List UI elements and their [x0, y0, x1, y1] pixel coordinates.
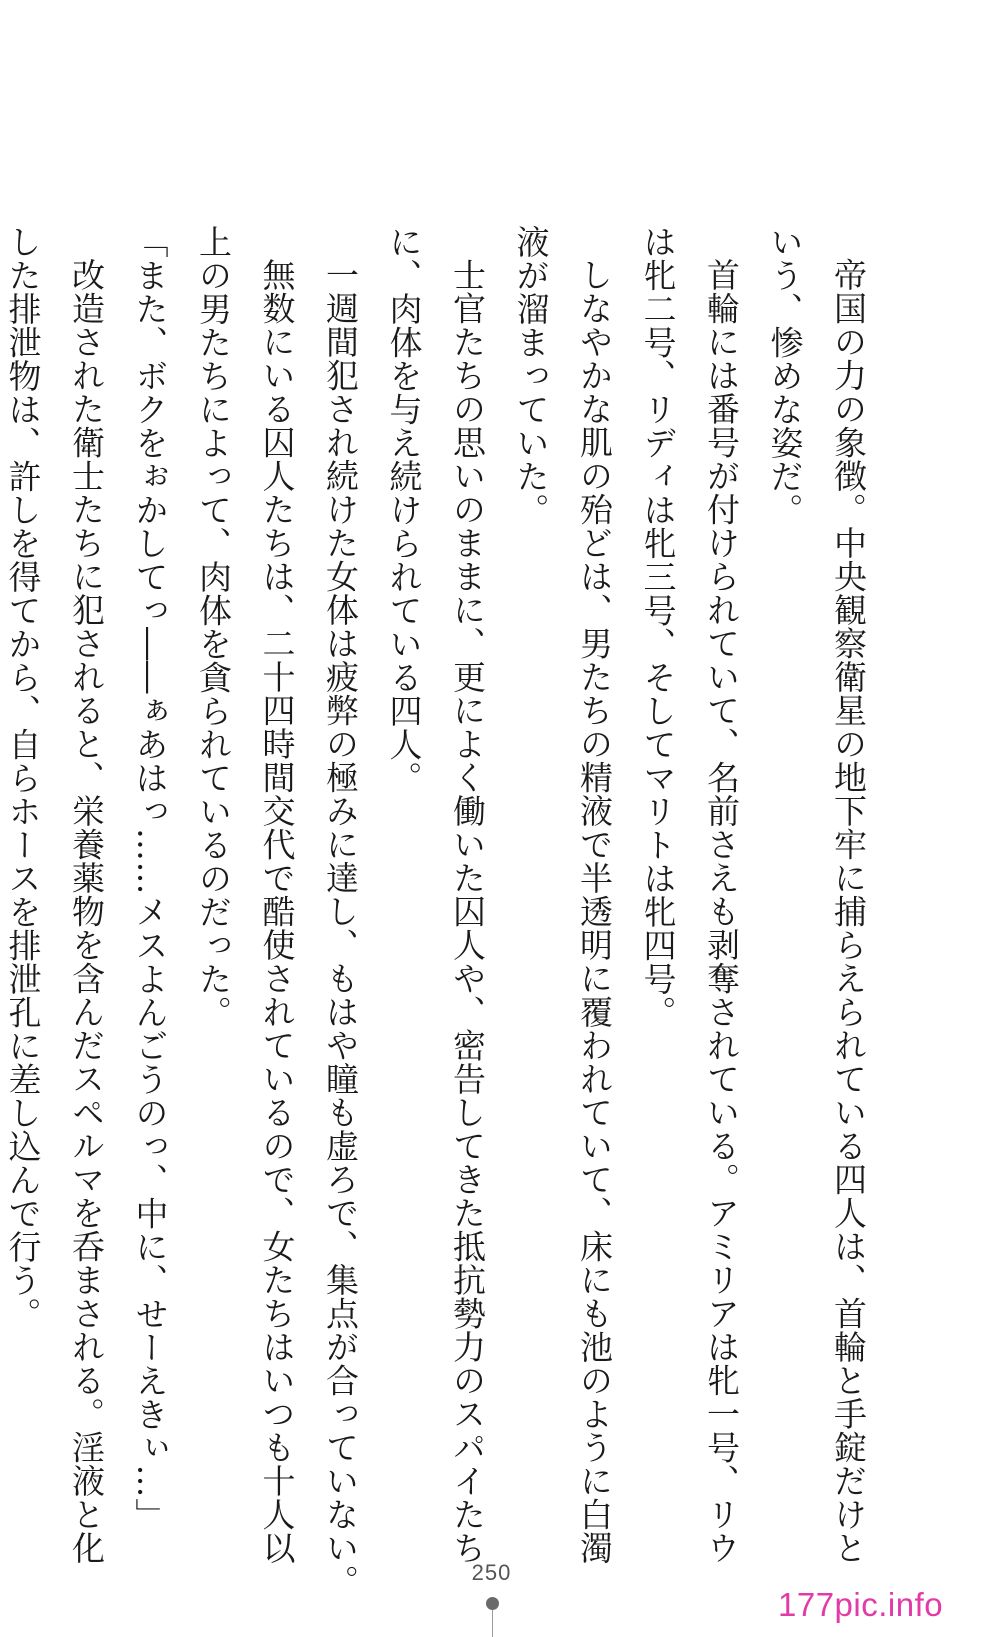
text-line-6: 液が溜まっていた。 [511, 225, 551, 527]
text-line-13: 改造された衛士たちに犯されると、栄養薬物を含んだスペルマを呑まされる。淫液と化 [67, 258, 106, 1565]
text-line-12: 「また、ボクをぉかしてっ――ぁあはっ……メスよんごうのっ、中に、せーえきぃ…」 [130, 225, 170, 1532]
text-line-3: 首輪には番号が付けられていて、名前さえも剥奪されている。アミリアは牝一号、リウ [702, 258, 741, 1565]
text-line-5: しなやかな肌の殆どは、男たちの精液で半透明に覆われていて、床にも池のように白濁 [575, 258, 614, 1565]
watermark: 177pic.info [778, 1586, 944, 1623]
text-line-9: 一週間犯され続けた女体は疲弊の極みに達し、もはや瞳も虚ろで、集点が合っていない。 [321, 258, 360, 1598]
text-line-8: に、肉体を与え続けられている四人。 [384, 225, 424, 795]
text-line-14: した排泄物は、許しを得てから、自らホースを排泄孔に差し込んで行う。 [3, 225, 43, 1331]
text-line-7: 士官たちの思いのままに、更によく働いた囚人や、密告してきた抵抗勢力のスパイたち [448, 258, 487, 1565]
page-number: 250 [471, 1560, 512, 1585]
text-line-10: 無数にいる囚人たちは、二十四時間交代で酷使されているので、女たちはいつも十人以 [257, 258, 297, 1565]
text-line-11: 上の男たちによって、肉体を貪られているのだった。 [194, 225, 233, 1029]
text-line-2: いう、惨めな姿だ。 [765, 225, 805, 527]
page-marker-dot [486, 1597, 499, 1610]
text-line-4: は牝二号、リディは牝三号、そしてマリトは牝四号。 [638, 225, 678, 1029]
page-marker-line [492, 1610, 493, 1637]
text-line-1: 帝国の力の象徴。中央観察衛星の地下牢に捕らえられている四人は、首輪と手錠だけと [829, 258, 868, 1565]
